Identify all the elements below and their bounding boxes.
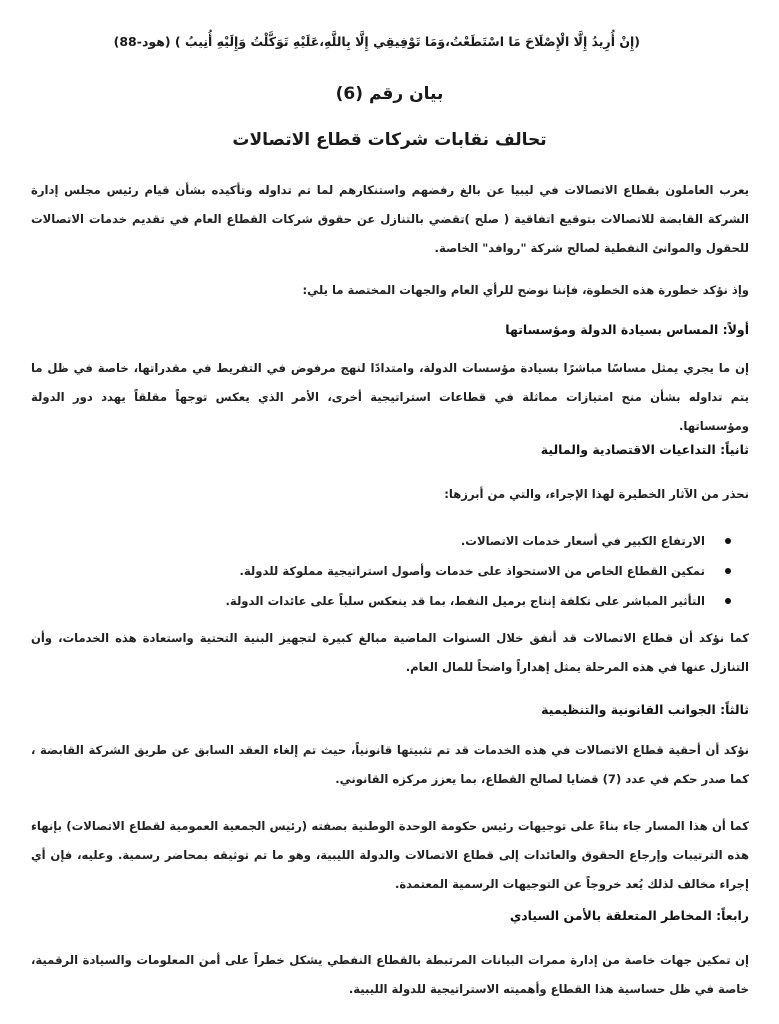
section-2-paragraph: كما نؤكد أن قطاع الاتصالات قد أنفق خلال السنوات الماضية مبالغ كبيرة لتجهيز البنية التحتية واستعادة هذه الخدمات، وأن التنازل عنها في هذه المرحلة يمثل إهداراً واضحاً للمال العام. [31,631,749,674]
intro-followup: وإذ نؤكد خطورة هذه الخطوة، فإننا نوضح للرأي العام والجهات المختصة ما يلي: [302,283,749,297]
section-4-paragraph: إن تمكين جهات خاصة من إدارة ممرات البيانات المرتبطة بالقطاع النفطي يشكل خطراً على أمن المعلومات والسيادة الرقمية، خاصة في ظل حساسية هذا القطاع وأهميته الاستراتيجية للدولة الليبية. [31,953,749,996]
section-2-lead: نحذر من الآثار الخطيرة لهذا الإجراء، والتي من أبرزها: [444,487,749,501]
section-heading-4: رابعاً: المخاطر المتعلقة بالأمن السيادي [509,908,749,923]
intro-paragraph: يعرب العاملون بقطاع الاتصالات في ليبيا عن بالغ رفضهم واستنكارهم لما تم تداوله وتأكيده بشأن قيام رئيس مجلس إدارة الشركة القابضة للاتصالات بتوقيع اتفاقية ( صلح )تقضي بالتنازل عن حقوق شركات القطاع العام في تقديم خدمات الاتصالات للحقول والموانئ النفطية لصالح شركة "روافد" الخاصة. [31,183,749,255]
list-item-text: تمكين القطاع الخاص من الاستحواذ على خدمات وأصول استراتيجية مملوكة للدولة. [239,564,705,578]
impact-list [131,526,731,616]
section-1-paragraph: إن ما يجري يمثل مساسًا مباشرًا بسيادة مؤسسات الدولة، وامتدادًا لنهج مرفوض في التفريط في مقدراتها، خاصة في ظل ما يتم تداوله بشأن منح امتيازات مماثلة في قطاعات استراتيجية أخرى، الأمر الذي يعكس توجهاً مقلقاً يهدد دور الدولة ومؤسساتها. [31,361,749,433]
bullet-icon [725,598,731,604]
bullet-icon [725,568,731,574]
bullet-icon [725,538,731,544]
document-title: تحالف نقابات شركات قطاع الاتصالات [232,130,547,150]
list-item [131,556,731,586]
section-3-paragraph-1: نؤكد أن أحقية قطاع الاتصالات في هذه الخدمات قد تم تثبيتها قانونياً، حيث تم إلغاء العقد السابق عن طريق الشركة القابضة ، كما صدر حكم في عدد (7) قضايا لصالح القطاع، بما يعزز مركزه القانوني. [31,743,749,786]
list-item [131,526,731,556]
section-heading-3: ثالثاً: الجوانب القانونية والتنظيمية [541,702,749,717]
section-3-paragraph-2: كما أن هذا المسار جاء بناءً على توجيهات رئيس حكومة الوحدة الوطنية بصفته (رئيس الجمعية العمومية لقطاع الاتصالات) بإنهاء هذه الترتيبات وإرجاع الحقوق والعائدات إلى قطاع الاتصالات والدولة الليبية، وهو ما تم توثيقه بمحاضر رسمية. وعليه، فإن أي إجراء مخالف لذلك يُعد خروجاً عن التوجيهات الرسمية المعتمدة. [31,819,749,891]
statement-number: بيان رقم (6) [335,84,444,104]
section-heading-2: ثانياً: التداعيات الاقتصادية والمالية [540,442,749,457]
list-item [131,586,731,616]
list-item-text: الارتفاع الكبير في أسعار خدمات الاتصالات. [460,534,705,548]
list-item-text: التأثير المباشر على تكلفة إنتاج برميل النفط، بما قد ينعكس سلباً على عائدات الدولة. [225,594,705,608]
quran-verse: (إِنْ أُرِيدُ إِلَّا الْإِصْلَاحَ مَا اسْتَطَعْتُ،وَمَا تَوْفِيقِي إِلَّا بِاللَّهِ،عَلَيْهِ تَوَكَّلْتُ وَإِلَيْهِ أُنِيبُ ) (هود-88) [113,34,640,49]
section-heading-1: أولاً: المساس بسيادة الدولة ومؤسساتها [505,322,749,337]
